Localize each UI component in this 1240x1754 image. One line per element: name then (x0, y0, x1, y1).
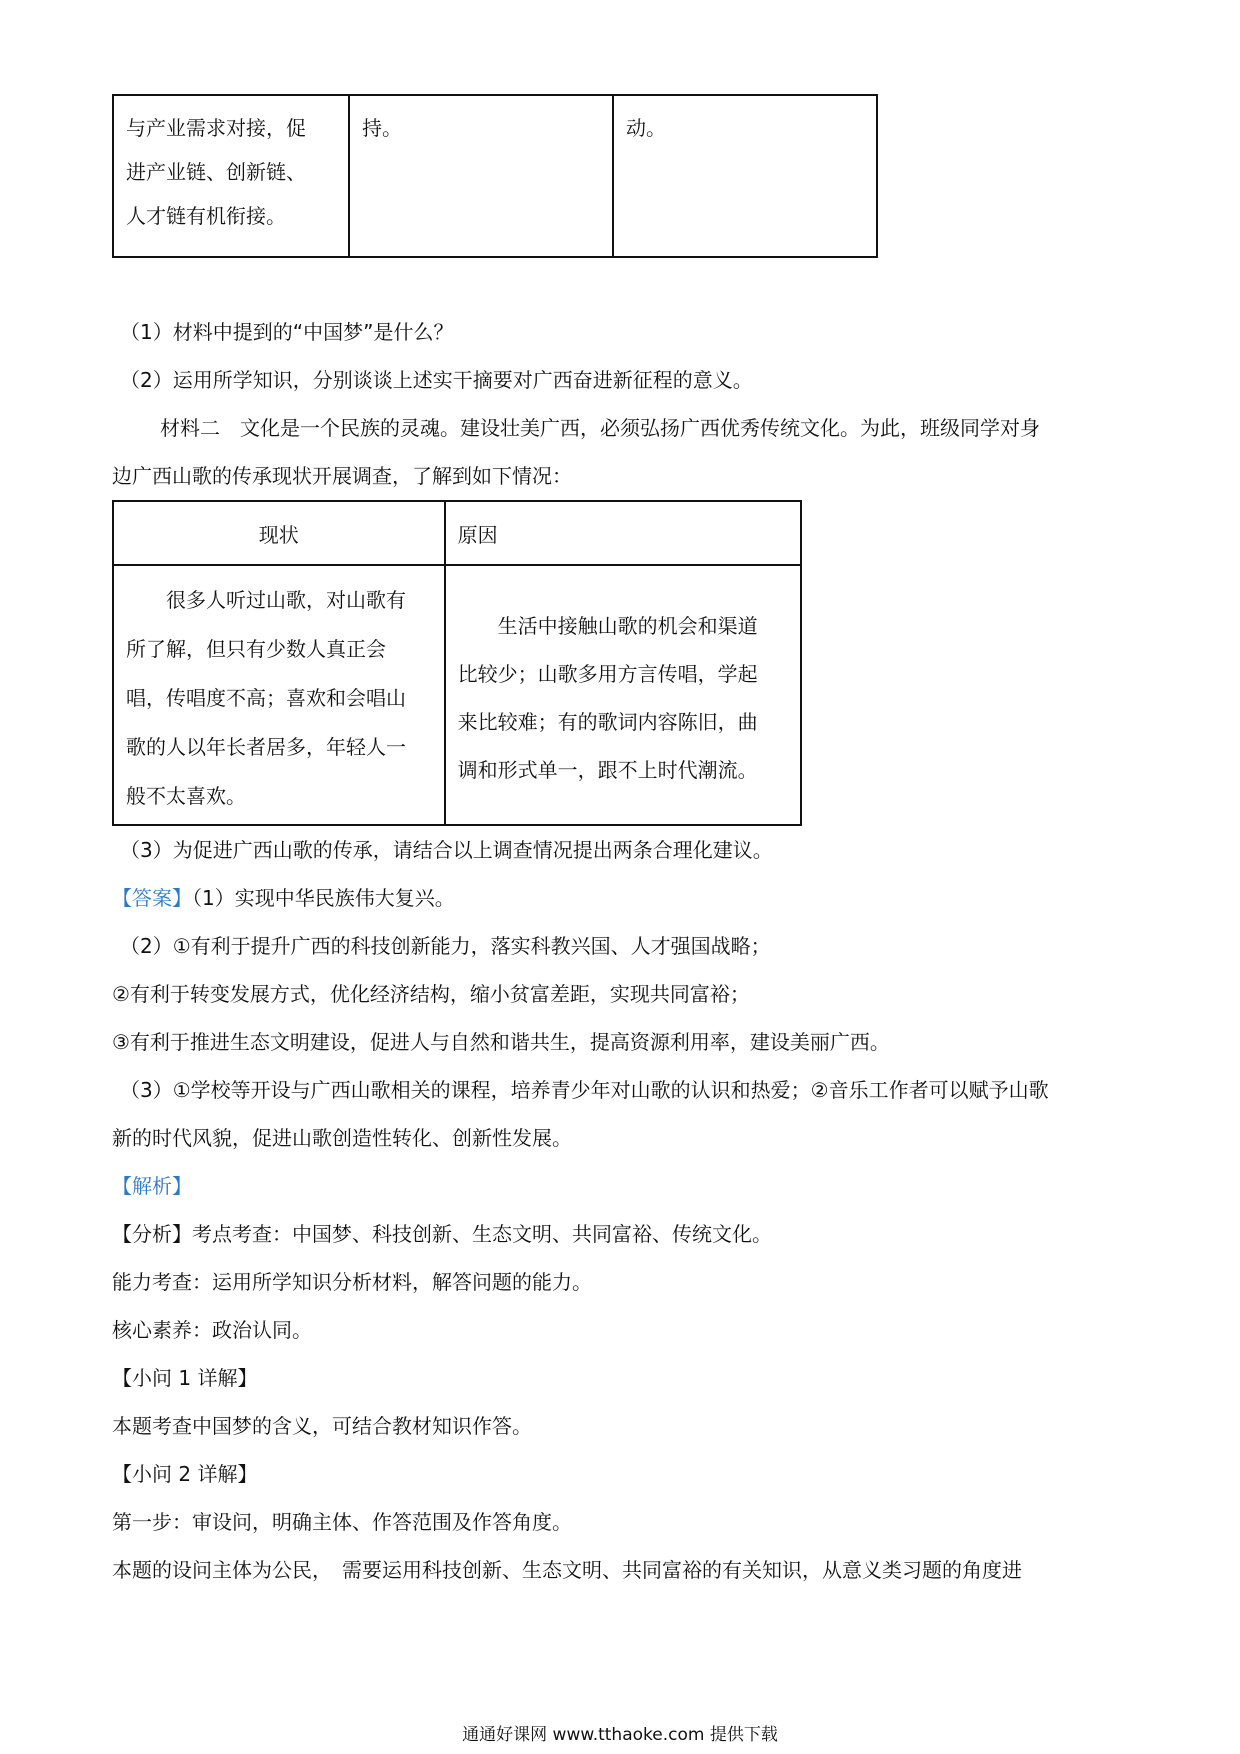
table1-cell-2 (349, 95, 613, 257)
status-line: 歌的人以年长者居多，年轻人一 (126, 735, 406, 759)
status-line: 所了解，但只有少数人真正会 (126, 637, 386, 661)
continuation-table (112, 94, 878, 258)
answer-2-3: ③有利于推进生态文明建设，促进人与自然和谐共生，提高资源利用率，建设美丽广西。 (112, 1030, 890, 1054)
material2-line2: 边广西山歌的传承现状开展调查，了解到如下情况： (112, 464, 572, 488)
table1-cell-3 (613, 95, 877, 257)
answer-2-2: ②有利于转变发展方式，优化经济结构，缩小贫富差距，实现共同富裕； (112, 982, 750, 1006)
status-line: 般不太喜欢。 (126, 784, 246, 808)
reason-cell (445, 565, 801, 825)
answer-3-2: 新的时代风貌，促进山歌创造性转化、创新性发展。 (112, 1126, 572, 1150)
survey-table (112, 500, 802, 826)
status-line: 很多人听过山歌，对山歌有 (166, 588, 406, 612)
question-3: （3）为促进广西山歌的传承，请结合以上调查情况提出两条合理化建议。 (120, 838, 773, 862)
reason-line: 调和形式单一，跟不上时代潮流。 (457, 758, 758, 782)
analysis-line: 本题的设问主体为公民， 需要运用科技创新、生态文明、共同富裕的有关知识，从意义类习题的角度进 (112, 1558, 1022, 1582)
analysis-line: 第一步：审设问，明确主体、作答范围及作答角度。 (112, 1510, 572, 1534)
header-reason-label: 原因 (457, 522, 498, 547)
status-cell (113, 565, 445, 825)
answer-tag: 【答案】 (112, 886, 192, 910)
header-status (113, 501, 445, 565)
analysis-line: 【分析】考点考查：中国梦、科技创新、生态文明、共同富裕、传统文化。 (112, 1222, 772, 1246)
question-2: （2）运用所学知识，分别谈谈上述实干摘要对广西奋进新征程的意义。 (120, 368, 753, 392)
table1-col1-line: 进产业链、创新链、 (126, 160, 306, 184)
page-footer: 通通好课网 www.tthaoke.com 提供下载 (462, 1725, 778, 1745)
analysis-line: 能力考查：运用所学知识分析材料，解答问题的能力。 (112, 1270, 592, 1294)
analysis-tag: 【解析】 (112, 1174, 192, 1198)
material2-line1: 材料二 文化是一个民族的灵魂。建设壮美广西，必须弘扬广西优秀传统文化。为此，班级同学对身 (160, 416, 1040, 440)
question-1: （1）材料中提到的“中国梦”是什么？ (120, 320, 454, 344)
status-line: 唱，传唱度不高；喜欢和会唱山 (126, 686, 406, 710)
table1-col3-line: 动。 (626, 116, 666, 140)
reason-line: 比较少；山歌多用方言传唱，学起 (457, 662, 758, 686)
analysis-subheading: 【小问 1 详解】 (112, 1366, 258, 1390)
table1-col1-line: 人才链有机衔接。 (126, 204, 286, 228)
answer-line-1 (112, 884, 455, 912)
analysis-line: 核心素养：政治认同。 (112, 1318, 312, 1342)
analysis-line: 本题考查中国梦的含义，可结合教材知识作答。 (112, 1414, 532, 1438)
table1-col1-line: 与产业需求对接，促 (126, 116, 306, 140)
reason-line: 来比较难；有的歌词内容陈旧，曲 (457, 710, 758, 734)
answer-2-1: （2）①有利于提升广西的科技创新能力，落实科教兴国、人才强国战略； (120, 934, 771, 958)
answer-1: （1）实现中华民族伟大复兴。 (192, 886, 455, 910)
header-status-label: 现状 (258, 522, 299, 547)
analysis-subheading: 【小问 2 详解】 (112, 1462, 258, 1486)
table1-col2-line: 持。 (362, 116, 402, 140)
table1-cell-1 (113, 95, 349, 257)
reason-line: 生活中接触山歌的机会和渠道 (497, 614, 758, 638)
header-reason (445, 501, 801, 565)
answer-3-1: （3）①学校等开设与广西山歌相关的课程，培养青少年对山歌的认识和热爱；②音乐工作者可以赋予山歌 (120, 1078, 1049, 1102)
